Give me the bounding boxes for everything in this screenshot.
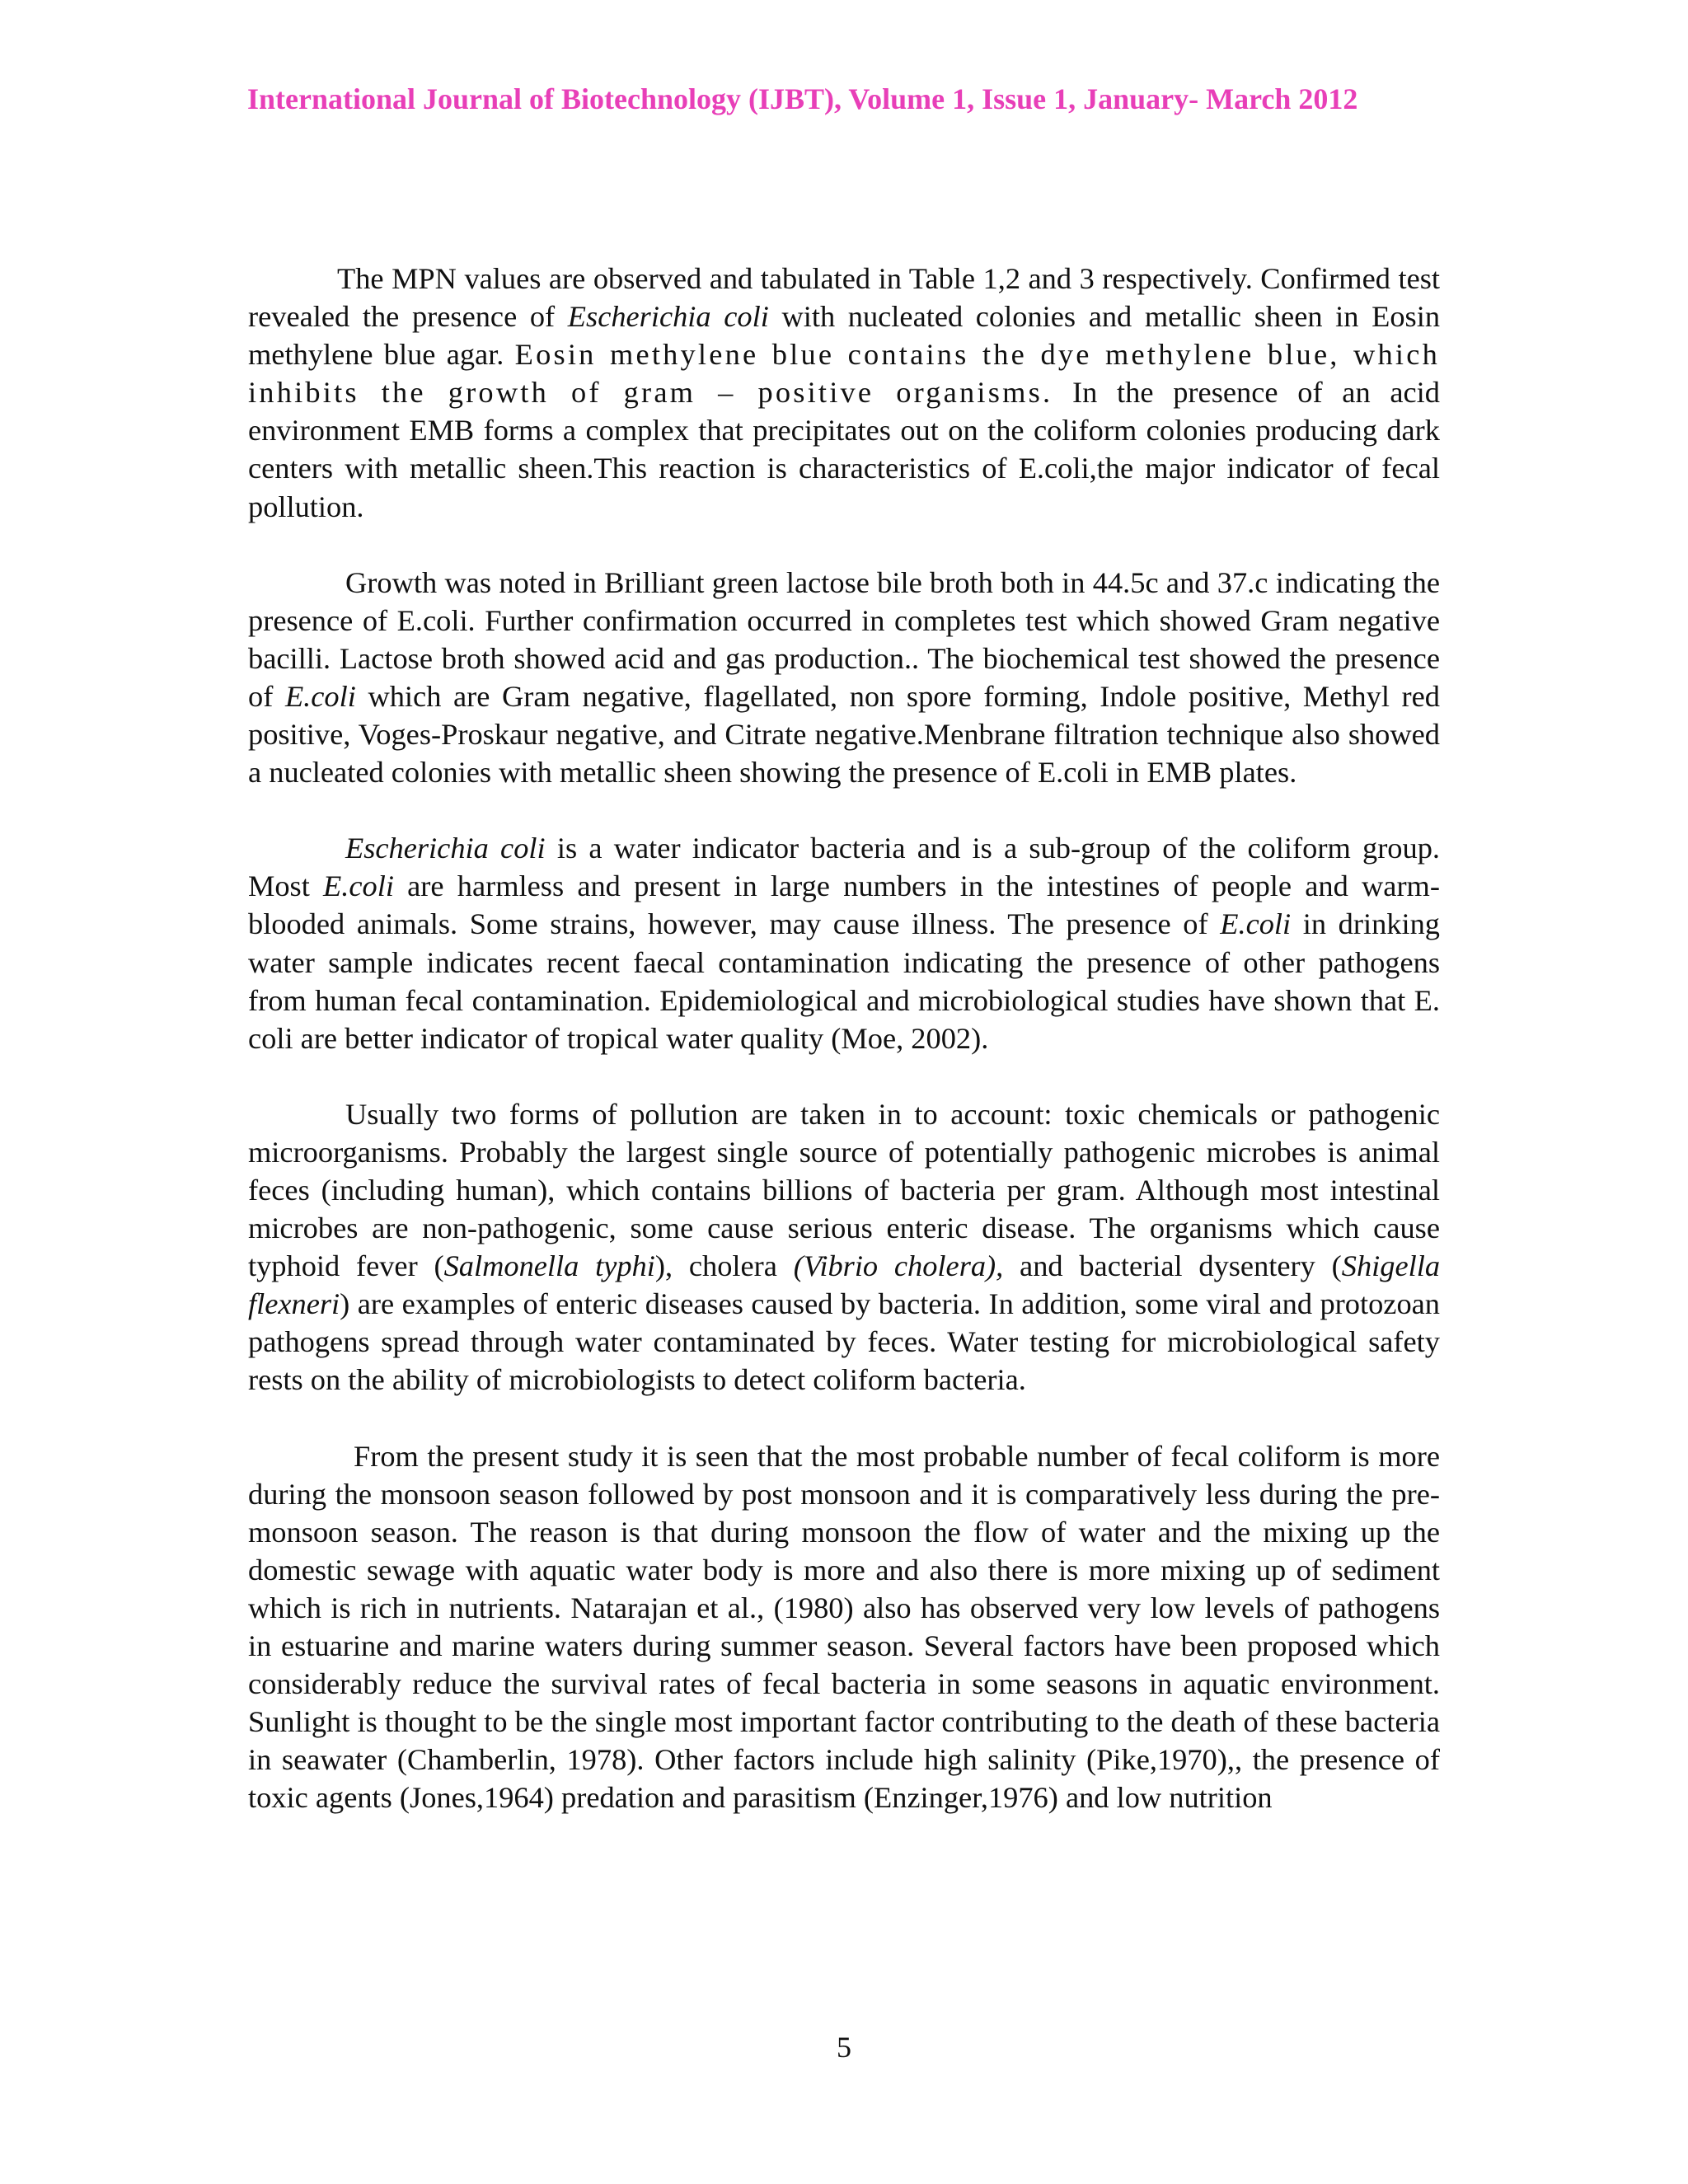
paragraph-seasonal-study [248,1437,1440,1817]
text-run: Eosin methylene blue contains the dye methylene blue, which inhibits the growth of gram – positive organisms. [248,338,1440,410]
journal-header: International Journal of Biotechnology (IJBT), Volume 1, Issue 1, January- March 2012 [247,82,1358,115]
species-name: Escherichia coli [567,300,769,334]
text-run: which are Gram negative, flagellated, non spore forming, Indole positive, Methyl red positive, Voges-Proskaur negative, and Citrate negative.Menbrane filtration technique also showed a nucleated colonies with metallic sheen showing the presence of E.coli in EMB plates. [248,679,1441,790]
species-name: Escherichia coli [345,832,546,865]
text-run: The MPN values are observed and tabulated in Table 1,2 and 3 respectively. Confirmed test revealed the presence of [248,262,1440,334]
text-run: is a water indicator bacteria and is a sub-group of the coliform group. Most [248,832,1440,903]
text-run: in drinking water sample indicates recent faecal contamination indicating the presence of other pathogens from human fecal contamination. Epidemiological and microbiological studies have shown that E. coli are better indicator of tropical water quality (Moe, 2002). [248,907,1440,1055]
paragraph-growth-confirmation [248,564,1440,792]
paragraph-ecoli-indicator [248,829,1440,1057]
text-run: and bacterial dysentery ( [1003,1249,1342,1283]
text-run: ), cholera [654,1249,794,1283]
species-name: E.coli [1220,907,1292,941]
species-name: (Vibrio cholera), [793,1249,1004,1283]
text-run: ) are examples of enteric diseases caused by bacteria. In addition, some viral and protozoan pathogens spread through water contaminated by feces. Water testing for microbiological safety rests on the ability of microbiologists to detect coliform bacteria. [248,1287,1440,1397]
species-name: Salmonella typhi [443,1249,655,1283]
text-run: Growth was noted in Brilliant green lactose bile broth both in 44.5c and 37.c indicating the presence of E.coli. Further confirmation occurred in completes test which showed Gram negative bacilli. Lactose broth showed acid and gas production.. The biochemical test showed the presence of [248,565,1440,713]
species-name: Shigella flexneri [248,1249,1441,1321]
paragraph-mpn-results [248,260,1440,526]
body-text [248,260,1440,1816]
text-run: with nucleated colonies and metallic sheen in Eosin methylene blue agar. [248,300,1441,372]
paragraph-pollution-forms [248,1095,1440,1399]
text-run: From the present study it is seen that the most probable number of fecal coliform is more during the monsoon season followed by post monsoon and it is comparatively less during the pre-monsoon season. The reason is that during monsoon the flow of water and the mixing up the domestic sewage with aquatic water body is more and also there is more mixing up of sediment which is rich in nutrients. Natarajan et al., (1980) also has observed very low levels of pathogens in estuarine and marine waters during summer season. Several factors have been proposed which considerably reduce the survival rates of fecal bacteria in some seasons in aquatic environment. Sunlight is thought to be the single most important factor contributing to the death of these bacteria in seawater (Chamberlin, 1978). Other factors include high salinity (Pike,1970),, the presence of toxic agents (Jones,1964) predation and parasitism (Enzinger,1976) and low nutrition [248,1439,1440,1815]
text-run: Usually two forms of pollution are taken in to account: toxic chemicals or pathogenic microorganisms. Probably the largest single source of potentially pathogenic microbes is animal feces (including human), which contains billions of bacteria per gram. Although most intestinal microbes are non-pathogenic, some cause serious enteric disease. The organisms which cause typhoid fever ( [248,1097,1440,1283]
species-name: E.coli [323,869,394,903]
text-run: are harmless and present in large numbers in the intestines of people and warm-blooded animals. Some strains, however, may cause illness. The presence of [248,869,1440,941]
page-number: 5 [837,2031,851,2064]
text-run: In the presence of an acid environment EMB forms a complex that precipitates out on the coliform colonies producing dark centers with metallic sheen.This reaction is characteristics of E.coli,the major indicator of fecal pollution. [248,376,1440,523]
species-name: E.coli [284,679,356,713]
